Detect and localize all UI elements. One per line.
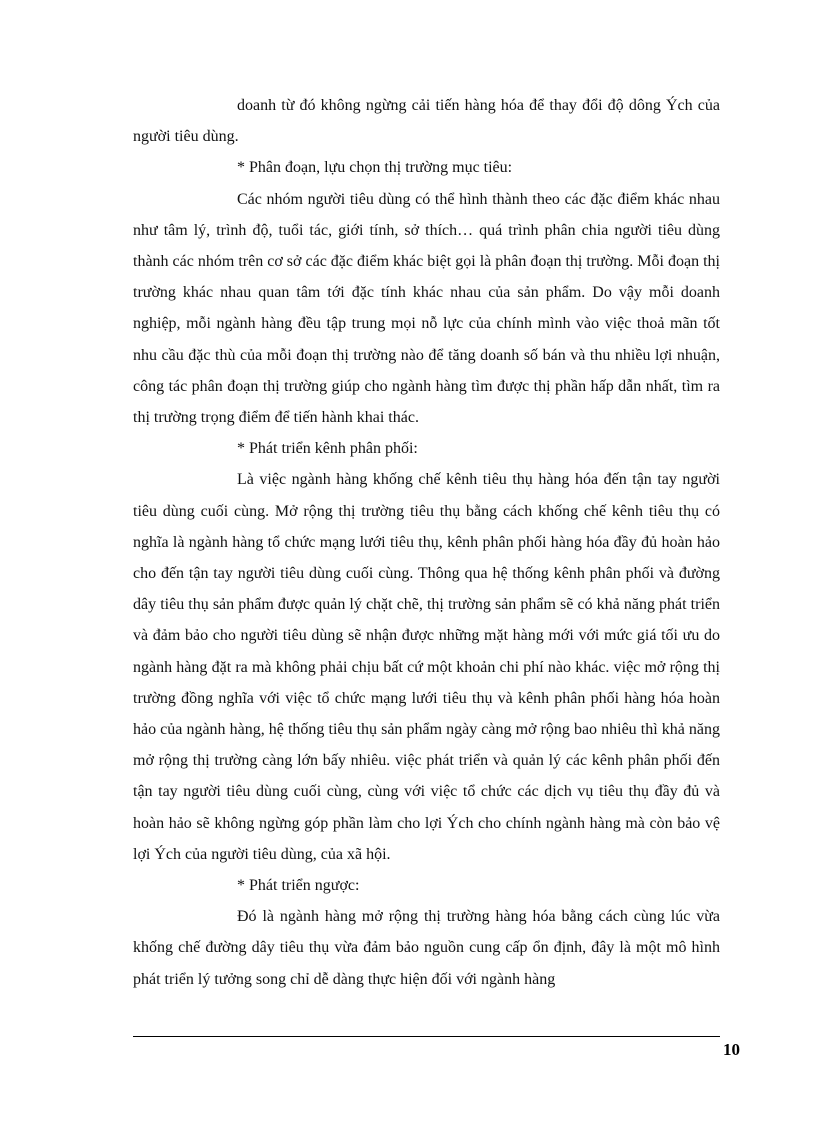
- body-text: [133, 90, 720, 995]
- paragraph-segmentation: Các nhóm người tiêu dùng có thể hình thành theo các đặc điểm khác nhau như tâm lý, trình độ, tuổi tác, giới tính, sở thích… quá trình phân chia người tiêu dùng thành các nhóm trên cơ sở các đặc điểm khác biệt gọi là phân đoạn thị trường. Mỗi đoạn thị trường khác nhau quan tâm tới đặc tính khác nhau của sản phẩm. Do vậy mỗi doanh nghiệp, mỗi ngành hàng đều tập trung mọi nỗ lực của chính mình vào việc thoả mãn tốt nhu cầu đặc thù của mỗi đoạn thị trường nào để tăng doanh số bán và thu nhiều lợi nhuận, công tác phân đoạn thị trường giúp cho ngành hàng tìm được thị phần hấp dẫn nhất, tìm ra thị trường trọng điểm để tiến hành khai thác.: [133, 190, 720, 427]
- section-heading-segmentation: * Phân đoạn, lựu chọn thị trường mục tiêu:: [237, 159, 513, 177]
- section-heading-backward: * Phát triển ngược:: [237, 877, 360, 895]
- section-heading-distribution: * Phát triển kênh phân phối:: [237, 440, 418, 458]
- paragraph-continuation: doanh từ đó không ngừng cải tiến hàng hóa để thay đổi độ dông Ých của người tiêu dùng.: [133, 97, 720, 146]
- footer-divider: [133, 1036, 720, 1037]
- page-number: 10: [723, 1040, 740, 1059]
- paragraph-distribution: Là việc ngành hàng khống chế kênh tiêu thụ hàng hóa đến tận tay người tiêu dùng cuối cùng. Mở rộng thị trường tiêu thụ bằng cách khống chế kênh tiêu thụ có nghĩa là ngành hàng tổ chức mạng lưới tiêu thụ, kênh phân phối hàng hóa đầy đủ hoàn hảo cho đến tận tay người tiêu dùng cuối cùng. Thông qua hệ thống kênh phân phối và đường dây tiêu thụ sản phẩm được quản lý chặt chẽ, thị trường sản phẩm sẽ có khả năng phát triển và đảm bảo cho người tiêu dùng sẽ nhận được những mặt hàng mới với mức giá tối ưu do ngành hàng đặt ra mà không phải chịu bất cứ một khoản chi phí nào khác. việc mở rộng thị trường đồng nghĩa với việc tổ chức mạng lưới tiêu thụ và kênh phân phối hàng hóa hoàn hảo của ngành hàng, hệ thống tiêu thụ sản phẩm ngày càng mở rộng bao nhiêu thì khả năng mở rộng thị trường càng lớn bấy nhiêu. việc phát triển và quản lý các kênh phân phối đến tận tay người tiêu dùng cuối cùng, cùng với việc tổ chức các dịch vụ tiêu thụ đầy đủ và hoàn hảo sẽ không ngừng góp phần làm cho lợi Ých cho chính ngành hàng mà còn bảo vệ lợi Ých của người tiêu dùng, của xã hội.: [133, 471, 720, 863]
- paragraph-backward: Đó là ngành hàng mở rộng thị trường hàng hóa bằng cách cùng lúc vừa khống chế đường dây tiêu thụ vừa đảm bảo nguồn cung cấp ổn định, đây là một mô hình phát triển lý tưởng song chỉ dễ dàng thực hiện đối với ngành hàng: [133, 908, 720, 988]
